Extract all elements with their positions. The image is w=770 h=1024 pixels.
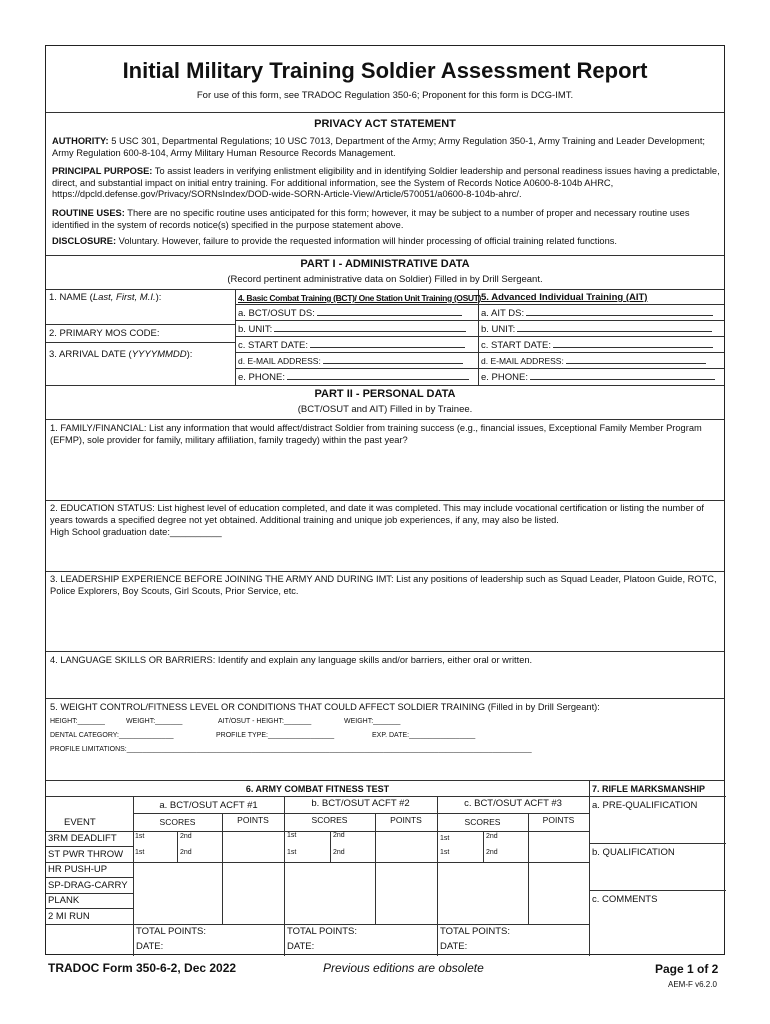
assessment-form: [45, 45, 725, 955]
ait-phone-field[interactable]: e. PHONE:: [481, 372, 715, 383]
version-label: AEM-F v6.2.0: [668, 980, 717, 989]
acft1-date[interactable]: DATE:: [136, 941, 164, 952]
acft3-date[interactable]: DATE:: [440, 941, 468, 952]
dental-category-field[interactable]: DENTAL CATEGORY:______________: [50, 732, 174, 739]
bct-unit-field[interactable]: b. UNIT:: [238, 324, 466, 335]
acft1-points-header: POINTS: [237, 815, 269, 825]
obsolete-notice: Previous editions are obsolete: [323, 961, 484, 975]
score-attempt-label[interactable]: 1st: [135, 833, 145, 840]
bct-start-date-field[interactable]: c. START DATE:: [238, 340, 465, 351]
score-attempt-label[interactable]: 2nd: [333, 849, 345, 856]
event-row-label: SP-DRAG-CARRY: [48, 880, 128, 891]
event-row-label: HR PUSH-UP: [48, 864, 108, 875]
part1-heading: PART I - ADMINISTRATIVE DATA: [300, 258, 470, 270]
height-field[interactable]: HEIGHT:_______: [50, 718, 105, 725]
comments-field[interactable]: c. COMMENTS: [592, 894, 658, 905]
part2-heading: PART II - PERSONAL DATA: [314, 388, 456, 400]
form-subtitle: For use of this form, see TRADOC Regulation 350-6; Proponent for this form is DCG-IMT.: [196, 90, 574, 101]
acft2-date[interactable]: DATE:: [287, 941, 315, 952]
score-attempt-label[interactable]: 2nd: [486, 833, 498, 840]
ait-start-date-field[interactable]: c. START DATE:: [481, 340, 713, 351]
family-financial-question[interactable]: 1. FAMILY/FINANCIAL: List any information that would affect/distract Soldier from training success (e.g., financial issues, Exceptional Family Member Program (EFMP), sole provider for family, military affiliation, family tragedy) within the past year?: [50, 423, 702, 445]
score-attempt-label[interactable]: 1st: [440, 849, 450, 856]
hs-graduation-date-field[interactable]: High School graduation date:__________: [50, 527, 222, 537]
form-title: Initial Military Training Soldier Assessment Report: [122, 58, 648, 83]
education-status-question[interactable]: 2. EDUCATION STATUS: List highest level of education completed, and date it was completed. This may include vocational certification or listing the number of years towards a specified degree not yet obtained. Additional training and unique job experiences, if any, may also be listed.: [50, 503, 705, 525]
ait-heading: 5. Advanced Individual Training (AIT): [481, 292, 648, 303]
score-attempt-label[interactable]: 2nd: [333, 832, 345, 839]
acft1-scores-header: SCORES: [159, 817, 196, 827]
qualification-field[interactable]: b. QUALIFICATION: [592, 847, 675, 858]
bct-phone-field[interactable]: e. PHONE:: [238, 372, 469, 383]
purpose-paragraph: PRINCIPAL PURPOSE: To assist leaders in verifying enlistment eligibility and in identifying Soldier leadership and personal readiness issues having a predictable, direct, and substantial impact on initial entry training. For additional information, see the System of Records Notice A0600-8-104b AHRC, https://dpcld.defense.gov/Privacy/SORNsIndex/DOD-wide-SORN-Article-View/Article/570051/a0600-8-104b-ahrc/.: [52, 166, 720, 199]
ait-height-field[interactable]: AIT/OSUT - HEIGHT:_______: [218, 718, 312, 725]
acft3-total-points[interactable]: TOTAL POINTS:: [440, 926, 511, 937]
authority-paragraph: AUTHORITY: 5 USC 301, Departmental Regulations; 10 USC 7013, Department of the Army; Army Regulation 350-1, Army Training and Leader Development; Army Regulation 600-8-104, Army Military Human Resource Records Management.: [52, 136, 705, 158]
score-attempt-label[interactable]: 1st: [287, 832, 297, 839]
acft3-points-header: POINTS: [542, 815, 575, 825]
pre-qualification-field[interactable]: a. PRE-QUALIFICATION: [592, 800, 698, 811]
ait-unit-field[interactable]: b. UNIT:: [481, 324, 712, 335]
score-attempt-label[interactable]: 1st: [287, 849, 297, 856]
rifle-heading: 7. RIFLE MARKSMANSHIP: [592, 784, 706, 794]
part1-subheading: (Record pertinent administrative data on Soldier) Filled in by Drill Sergeant.: [227, 274, 543, 285]
bct-ds-field[interactable]: a. BCT/OSUT DS:: [238, 308, 462, 319]
acft2-scores-header: SCORES: [311, 815, 348, 825]
bct-email-field[interactable]: d. E-MAIL ADDRESS:: [238, 356, 463, 366]
event-row-label: ST PWR THROW: [48, 849, 124, 860]
ait-weight-field[interactable]: WEIGHT:_______: [344, 718, 401, 725]
event-row-label: 2 MI RUN: [48, 911, 90, 922]
part2-subheading: (BCT/OSUT and AIT) Filled in by Trainee.: [297, 404, 473, 415]
ait-ds-field[interactable]: a. AIT DS:: [481, 308, 713, 319]
name-field[interactable]: 1. NAME (Last, First, M.I.):: [49, 292, 162, 303]
score-attempt-label[interactable]: 1st: [440, 835, 450, 842]
arrival-date-field[interactable]: 3. ARRIVAL DATE (YYYYMMDD):: [49, 349, 193, 360]
disclosure-paragraph: DISCLOSURE: Voluntary. However, failure to provide the requested information will hinder processing of official training related functions.: [52, 236, 617, 246]
score-attempt-label[interactable]: 2nd: [486, 849, 498, 856]
acft-heading: 6. ARMY COMBAT FITNESS TEST: [245, 784, 390, 794]
score-attempt-label[interactable]: 1st: [135, 849, 145, 856]
mos-field[interactable]: 2. PRIMARY MOS CODE:: [49, 328, 160, 339]
score-attempt-label[interactable]: 2nd: [180, 849, 192, 856]
weight-field[interactable]: WEIGHT:_______: [126, 718, 183, 725]
acft3-scores-header: SCORES: [464, 817, 501, 827]
acft1-header: a. BCT/OSUT ACFT #1: [159, 800, 258, 811]
acft1-total-points[interactable]: TOTAL POINTS:: [136, 926, 207, 937]
profile-type-field[interactable]: PROFILE TYPE:_________________: [216, 732, 335, 739]
event-row-label: PLANK: [48, 895, 80, 906]
exp-date-field[interactable]: EXP. DATE:_________________: [372, 732, 476, 739]
profile-limitations-field[interactable]: PROFILE LIMITATIONS:________________________________________________________________________________________________________: [50, 746, 532, 753]
leadership-experience-question[interactable]: 3. LEADERSHIP EXPERIENCE BEFORE JOINING THE ARMY AND DURING IMT: List any positions of leadership such as Squad Leader, Platoon Guide, ROTC, Police Explorers, Boy Scouts, Girl Scouts, Prior Service, etc.: [50, 574, 717, 596]
acft2-header: b. BCT/OSUT ACFT #2: [311, 798, 410, 809]
form-number: TRADOC Form 350-6-2, Dec 2022: [48, 961, 237, 975]
page-number: Page 1 of 2: [655, 962, 719, 976]
score-attempt-label[interactable]: 2nd: [180, 833, 192, 840]
weight-fitness-question: 5. WEIGHT CONTROL/FITNESS LEVEL OR CONDITIONS THAT COULD AFFECT SOLDIER TRAINING (Filled in by Drill Sergeant):: [50, 702, 600, 712]
ait-email-field[interactable]: d. E-MAIL ADDRESS:: [481, 356, 706, 366]
language-skills-question[interactable]: 4. LANGUAGE SKILLS OR BARRIERS: Identify and explain any language skills and/or barriers, either oral or written.: [50, 655, 533, 665]
acft3-header: c. BCT/OSUT ACFT #3: [464, 798, 562, 809]
acft2-points-header: POINTS: [390, 815, 422, 825]
routine-uses-paragraph: ROUTINE USES: There are no specific routine uses anticipated for this form; however, it may be subject to a number of proper and necessary routine uses identified in the system of records notice(s) specified in the purpose statement above.: [52, 208, 690, 230]
privacy-heading: PRIVACY ACT STATEMENT: [314, 118, 456, 130]
event-header: EVENT: [64, 817, 96, 828]
event-row-label: 3RM DEADLIFT: [48, 833, 117, 844]
bct-heading: 4. Basic Combat Training (BCT)/ One Station Unit Training (OSUT): [238, 293, 482, 303]
acft2-total-points[interactable]: TOTAL POINTS:: [287, 926, 358, 937]
